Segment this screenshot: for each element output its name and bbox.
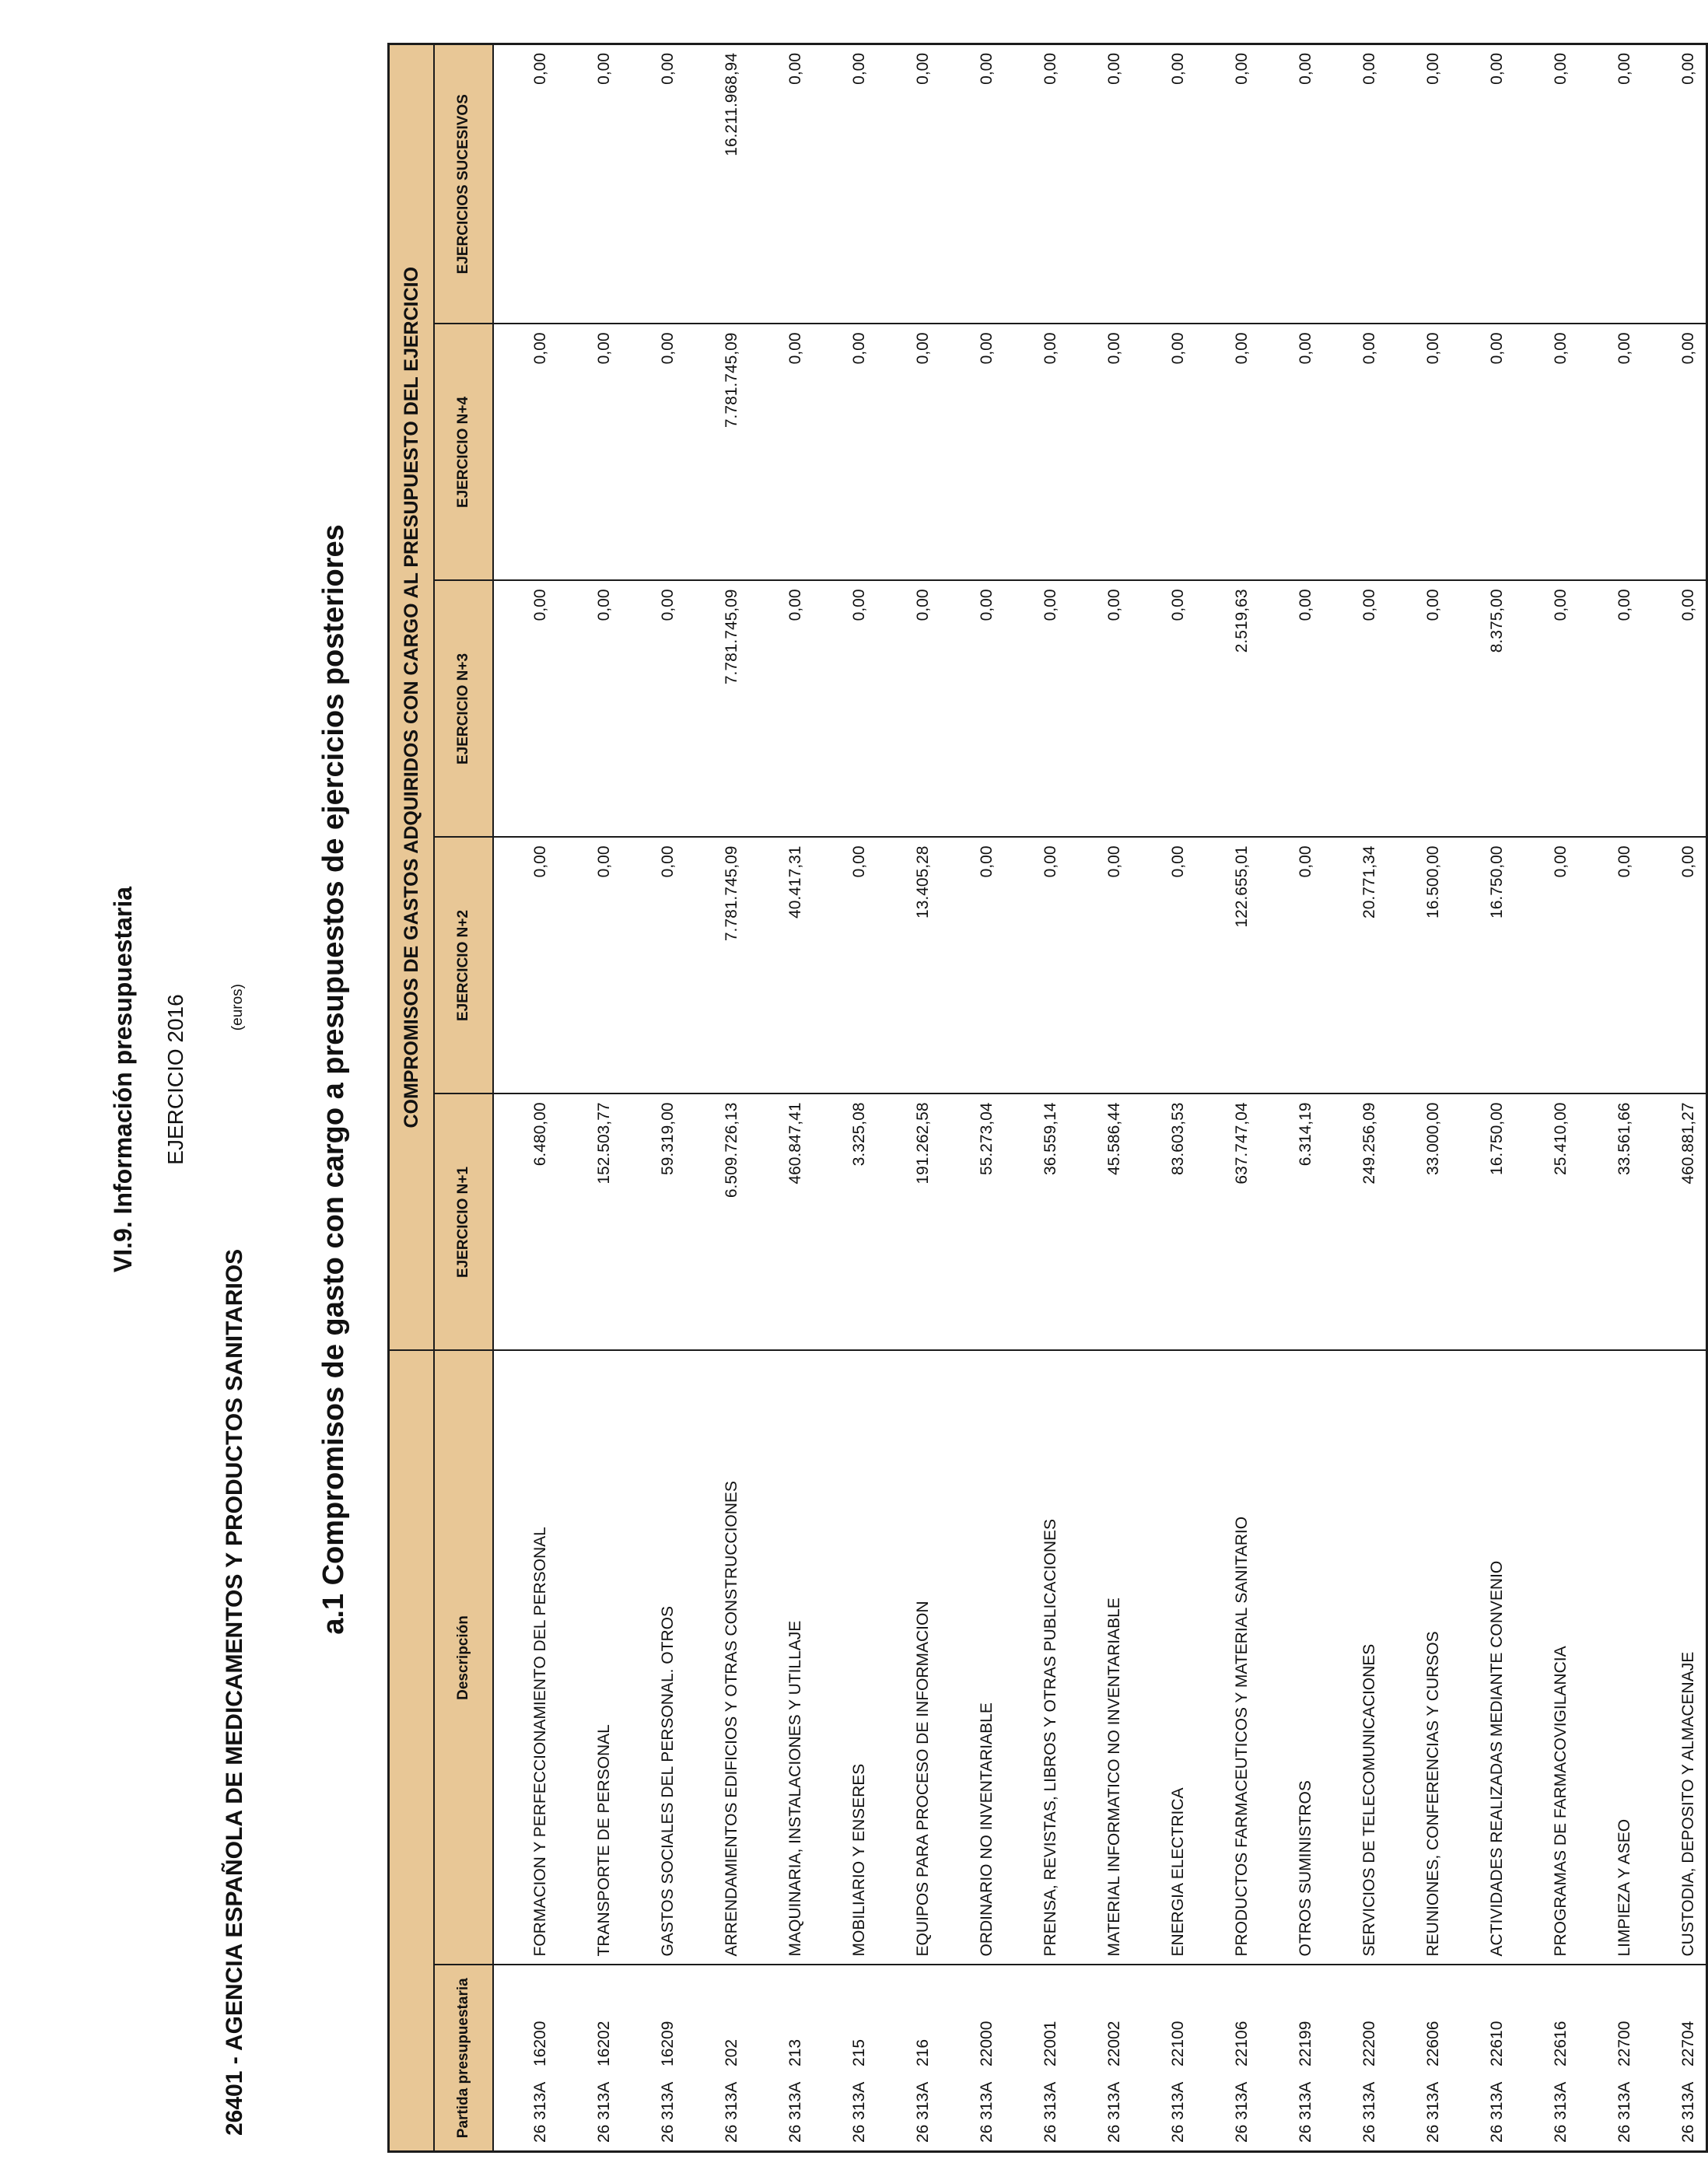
n2-cell: 0,00: [1259, 838, 1323, 1094]
program-code: 26 313A: [595, 2081, 613, 2143]
n1-cell: 36.559,14: [1004, 1094, 1068, 1351]
program-code: 26 313A: [723, 2081, 740, 2143]
concept-code: 22610: [1488, 2021, 1506, 2066]
description-cell: ARRENDAMIENTOS EDIFICIOS Y OTRAS CONSTRUCCIONES: [685, 1351, 749, 1965]
n4-cell: 0,00: [1323, 324, 1387, 581]
n3-cell: 7.781.745,09: [685, 581, 749, 838]
description-cell: CUSTODIA, DEPOSITO Y ALMACENAJE: [1642, 1351, 1707, 1965]
concept-code: 22002: [1105, 2021, 1123, 2066]
n1-cell: 25.410,00: [1514, 1094, 1578, 1351]
n3-cell: 0,00: [558, 581, 621, 838]
n2-cell: 0,00: [1068, 838, 1132, 1094]
n1-cell: 33.561,66: [1578, 1094, 1642, 1351]
n2-cell: 0,00: [1514, 838, 1578, 1094]
description-cell: ENERGIA ELECTRICA: [1132, 1351, 1195, 1965]
table-row: [1004, 44, 1068, 2151]
table-row: [1387, 44, 1451, 2151]
description-cell: MOBILIARIO Y ENSERES: [813, 1351, 877, 1965]
n2-cell: 20.771,34: [1323, 838, 1387, 1094]
description-cell: OTROS SUMINISTROS: [1259, 1351, 1323, 1965]
n4-cell: 0,00: [1387, 324, 1451, 581]
n3-cell: 0,00: [1387, 581, 1451, 838]
concept-code: 213: [786, 2038, 804, 2066]
n4-cell: 0,00: [1004, 324, 1068, 581]
n4-cell: 0,00: [813, 324, 877, 581]
table-row: [1578, 44, 1642, 2151]
partida-cell: [685, 1965, 749, 2152]
n4-cell: 0,00: [940, 324, 1004, 581]
sucesivos-cell: 0,00: [1578, 44, 1642, 324]
n3-cell: 0,00: [1004, 581, 1068, 838]
concept-code: 215: [850, 2038, 868, 2066]
partida-cell: [558, 1965, 621, 2152]
n3-cell: 0,00: [1323, 581, 1387, 838]
n3-cell: 0,00: [749, 581, 813, 838]
description-cell: PRODUCTOS FARMACEUTICOS Y MATERIAL SANITARIO: [1195, 1351, 1259, 1965]
commitments-table: [387, 43, 1708, 2153]
concept-code: 202: [723, 2038, 740, 2066]
program-code: 26 313A: [1297, 2081, 1314, 2143]
n1-cell: 637.747,04: [1195, 1094, 1259, 1351]
n4-cell: 0,00: [1578, 324, 1642, 581]
n3-cell: 0,00: [1578, 581, 1642, 838]
table-row: [1451, 44, 1514, 2151]
table-row: [877, 44, 940, 2151]
agency-name: 26401 - AGENCIA ESPAÑOLA DE MEDICAMENTOS Y PRODUCTOS SANITARIOS: [222, 1248, 247, 2136]
n1-cell: 460.881,27: [1642, 1094, 1707, 1351]
page-title: VI.9. Información presupuestaria: [109, 886, 137, 1273]
program-code: 26 313A: [914, 2081, 932, 2143]
col-header-n2: EJERCICIO N+2: [434, 838, 493, 1094]
commitments-table-wrap: [387, 52, 1697, 2153]
col-header-descripcion: Descripción: [434, 1351, 493, 1965]
partida-cell: [877, 1965, 940, 2152]
n1-cell: 83.603,53: [1132, 1094, 1195, 1351]
n4-cell: 0,00: [558, 324, 621, 581]
n2-cell: 7.781.745,09: [685, 838, 749, 1094]
col-header-n4: EJERCICIO N+4: [434, 324, 493, 581]
table-row: [813, 44, 877, 2151]
n2-cell: 0,00: [813, 838, 877, 1094]
program-code: 26 313A: [1105, 2081, 1123, 2143]
table-row: [1514, 44, 1578, 2151]
header-spacer: [389, 1351, 435, 2152]
concept-code: 22106: [1233, 2021, 1251, 2066]
sucesivos-cell: 0,00: [1514, 44, 1578, 324]
concept-code: 22100: [1169, 2021, 1187, 2066]
concept-code: 22700: [1615, 2021, 1633, 2066]
n4-cell: 0,00: [493, 324, 558, 581]
partida-cell: [1195, 1965, 1259, 2152]
partida-cell: [1068, 1965, 1132, 2152]
sucesivos-cell: 0,00: [1004, 44, 1068, 324]
sucesivos-cell: 0,00: [621, 44, 685, 324]
description-cell: PROGRAMAS DE FARMACOVIGILANCIA: [1514, 1351, 1578, 1965]
description-cell: PRENSA, REVISTAS, LIBROS Y OTRAS PUBLICACIONES: [1004, 1351, 1068, 1965]
n4-cell: 0,00: [1514, 324, 1578, 581]
table-row: [1259, 44, 1323, 2151]
concept-code: 22616: [1552, 2021, 1570, 2066]
partida-cell: [1259, 1965, 1323, 2152]
n1-cell: 59.319,00: [621, 1094, 685, 1351]
n1-cell: 3.325,08: [813, 1094, 877, 1351]
n2-cell: 16.750,00: [1451, 838, 1514, 1094]
table-row: [749, 44, 813, 2151]
concept-code: 22199: [1297, 2021, 1314, 2066]
n1-cell: 45.586,44: [1068, 1094, 1132, 1351]
partida-cell: [1132, 1965, 1195, 2152]
n1-cell: 191.262,58: [877, 1094, 940, 1351]
n3-cell: 0,00: [1068, 581, 1132, 838]
n1-cell: 152.503,77: [558, 1094, 621, 1351]
n3-cell: 0,00: [493, 581, 558, 838]
partida-cell: [1514, 1965, 1578, 2152]
program-code: 26 313A: [1360, 2081, 1378, 2143]
partida-cell: [940, 1965, 1004, 2152]
table-row: [493, 44, 558, 2151]
col-header-sucesivos: EJERCICIOS SUCESIVOS: [434, 44, 493, 324]
units-label: (euros): [229, 984, 246, 1031]
description-cell: ORDINARIO NO INVENTARIABLE: [940, 1351, 1004, 1965]
n2-cell: 0,00: [493, 838, 558, 1094]
n2-cell: 0,00: [1578, 838, 1642, 1094]
program-code: 26 313A: [1679, 2081, 1697, 2143]
partida-cell: [813, 1965, 877, 2152]
program-code: 26 313A: [1169, 2081, 1187, 2143]
table-row: [1642, 44, 1707, 2151]
program-code: 26 313A: [850, 2081, 868, 2143]
col-header-partida: Partida presupuestaria: [434, 1965, 493, 2152]
sucesivos-cell: 0,00: [1451, 44, 1514, 324]
n4-cell: 0,00: [1259, 324, 1323, 581]
sucesivos-cell: 0,00: [558, 44, 621, 324]
concept-code: 22606: [1424, 2021, 1442, 2066]
program-code: 26 313A: [1424, 2081, 1442, 2143]
n4-cell: 0,00: [1195, 324, 1259, 581]
program-code: 26 313A: [978, 2081, 996, 2143]
sucesivos-cell: 0,00: [1195, 44, 1259, 324]
n1-cell: 6.314,19: [1259, 1094, 1323, 1351]
table-row: [621, 44, 685, 2151]
n1-cell: 6.509.726,13: [685, 1094, 749, 1351]
n4-cell: 0,00: [749, 324, 813, 581]
n2-cell: 122.655,01: [1195, 838, 1259, 1094]
program-code: 26 313A: [531, 2081, 549, 2143]
n4-cell: 0,00: [621, 324, 685, 581]
description-cell: ACTIVIDADES REALIZADAS MEDIANTE CONVENIO: [1451, 1351, 1514, 1965]
n3-cell: 0,00: [940, 581, 1004, 838]
concept-code: 16209: [659, 2021, 677, 2066]
partida-cell: [1642, 1965, 1707, 2152]
sucesivos-cell: 0,00: [940, 44, 1004, 324]
program-code: 26 313A: [659, 2081, 677, 2143]
col-header-n1: EJERCICIO N+1: [434, 1094, 493, 1351]
exercise-year: EJERCICIO 2016: [163, 994, 187, 1165]
col-header-n3: EJERCICIO N+3: [434, 581, 493, 838]
partida-cell: [1451, 1965, 1514, 2152]
n2-cell: 0,00: [940, 838, 1004, 1094]
n3-cell: 0,00: [877, 581, 940, 838]
description-cell: EQUIPOS PARA PROCESO DE INFORMACION: [877, 1351, 940, 1965]
n2-cell: 13.405,28: [877, 838, 940, 1094]
n1-cell: 6.480,00: [493, 1094, 558, 1351]
n3-cell: 0,00: [1132, 581, 1195, 838]
n4-cell: 0,00: [1132, 324, 1195, 581]
table-row: [558, 44, 621, 2151]
description-cell: GASTOS SOCIALES DEL PERSONAL. OTROS: [621, 1351, 685, 1965]
sucesivos-cell: 0,00: [1642, 44, 1707, 324]
n1-cell: 55.273,04: [940, 1094, 1004, 1351]
sucesivos-cell: 0,00: [1132, 44, 1195, 324]
concept-code: 16200: [531, 2021, 549, 2066]
table-row: [1068, 44, 1132, 2151]
sucesivos-cell: 0,00: [1387, 44, 1451, 324]
n2-cell: 0,00: [1642, 838, 1707, 1094]
table-body: [493, 44, 1707, 2151]
n4-cell: 7.781.745,09: [685, 324, 749, 581]
table-row: [940, 44, 1004, 2151]
n1-cell: 249.256,09: [1323, 1094, 1387, 1351]
concept-code: 22001: [1041, 2021, 1059, 2066]
sucesivos-cell: 0,00: [1068, 44, 1132, 324]
program-code: 26 313A: [1041, 2081, 1059, 2143]
table-row: [1323, 44, 1387, 2151]
n2-cell: 0,00: [1132, 838, 1195, 1094]
partida-cell: [1004, 1965, 1068, 2152]
table-row: [685, 44, 749, 2151]
n2-cell: 0,00: [558, 838, 621, 1094]
description-cell: TRANSPORTE DE PERSONAL: [558, 1351, 621, 1965]
program-code: 26 313A: [1552, 2081, 1570, 2143]
n3-cell: 0,00: [1642, 581, 1707, 838]
table-header: [389, 44, 494, 2151]
concept-code: 216: [914, 2038, 932, 2066]
n3-cell: 0,00: [813, 581, 877, 838]
table-row: [1132, 44, 1195, 2151]
partida-cell: [1578, 1965, 1642, 2152]
description-cell: SERVICIOS DE TELECOMUNICACIONES: [1323, 1351, 1387, 1965]
n3-cell: 2.519,63: [1195, 581, 1259, 838]
concept-code: 16202: [595, 2021, 613, 2066]
description-cell: MAQUINARIA, INSTALACIONES Y UTILLAJE: [749, 1351, 813, 1965]
n2-cell: 40.417,31: [749, 838, 813, 1094]
n3-cell: 0,00: [1259, 581, 1323, 838]
partida-cell: [1323, 1965, 1387, 2152]
n4-cell: 0,00: [877, 324, 940, 581]
concept-code: 22704: [1679, 2021, 1697, 2066]
program-code: 26 313A: [1233, 2081, 1251, 2143]
program-code: 26 313A: [1488, 2081, 1506, 2143]
n4-cell: 0,00: [1642, 324, 1707, 581]
description-cell: FORMACION Y PERFECCIONAMIENTO DEL PERSONAL: [493, 1351, 558, 1965]
n3-cell: 0,00: [621, 581, 685, 838]
description-cell: LIMPIEZA Y ASEO: [1578, 1351, 1642, 1965]
sucesivos-cell: 0,00: [749, 44, 813, 324]
table-row: [1195, 44, 1259, 2151]
partida-cell: [493, 1965, 558, 2152]
program-code: 26 313A: [786, 2081, 804, 2143]
n2-cell: 0,00: [621, 838, 685, 1094]
n3-cell: 0,00: [1514, 581, 1578, 838]
sucesivos-cell: 0,00: [1259, 44, 1323, 324]
partida-cell: [1387, 1965, 1451, 2152]
section-title: a.1 Compromisos de gasto con cargo a presupuestos de ejercicios posteriores: [317, 524, 350, 1635]
description-cell: REUNIONES, CONFERENCIAS Y CURSOS: [1387, 1351, 1451, 1965]
sucesivos-cell: 16.211.968,94: [685, 44, 749, 324]
n1-cell: 16.750,00: [1451, 1094, 1514, 1351]
n3-cell: 8.375,00: [1451, 581, 1514, 838]
partida-cell: [621, 1965, 685, 2152]
n1-cell: 460.847,41: [749, 1094, 813, 1351]
n2-cell: 16.500,00: [1387, 838, 1451, 1094]
sucesivos-cell: 0,00: [1323, 44, 1387, 324]
sucesivos-cell: 0,00: [493, 44, 558, 324]
partida-cell: [749, 1965, 813, 2152]
n1-cell: 33.000,00: [1387, 1094, 1451, 1351]
sucesivos-cell: 0,00: [877, 44, 940, 324]
program-code: 26 313A: [1615, 2081, 1633, 2143]
n4-cell: 0,00: [1451, 324, 1514, 581]
concept-code: 22200: [1360, 2021, 1378, 2066]
n2-cell: 0,00: [1004, 838, 1068, 1094]
n4-cell: 0,00: [1068, 324, 1132, 581]
sucesivos-cell: 0,00: [813, 44, 877, 324]
description-cell: MATERIAL INFORMATICO NO INVENTARIABLE: [1068, 1351, 1132, 1965]
group-header: COMPROMISOS DE GASTOS ADQUIRIDOS CON CARGO AL PRESUPUESTO DEL EJERCICIO: [389, 44, 435, 1350]
concept-code: 22000: [978, 2021, 996, 2066]
